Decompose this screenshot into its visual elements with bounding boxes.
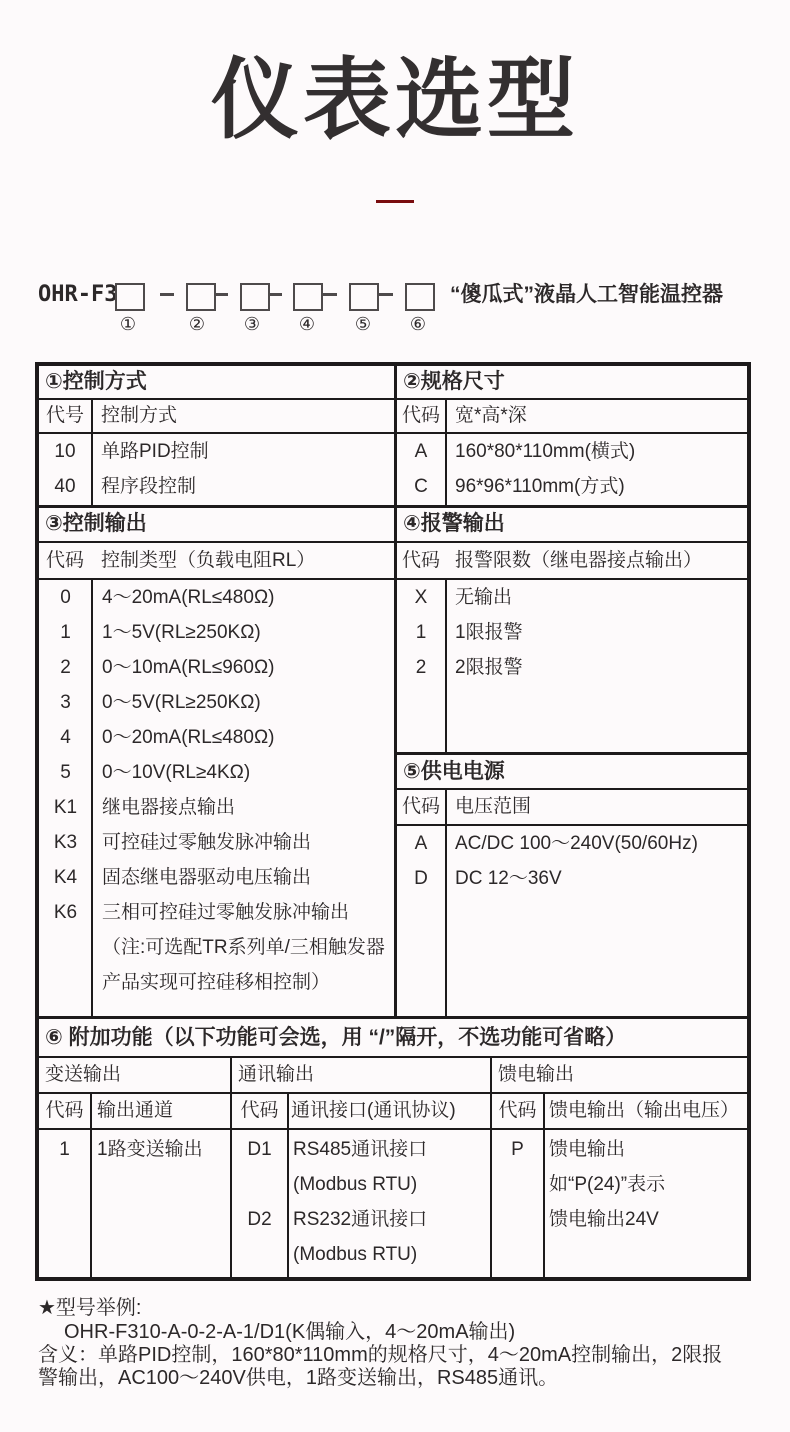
row-note: 产品实现可控硅移相控制） [102, 972, 331, 993]
section5-title: ⑤供电电源 [403, 760, 505, 783]
row-code: A [414, 441, 428, 462]
selection-table [35, 362, 751, 1281]
column-header-code: 代码 [498, 1100, 537, 1121]
column-header-label: 报警限数（继电器接点输出） [455, 550, 703, 571]
column-header-code: 代码 [401, 550, 440, 571]
row-code: A [414, 833, 428, 854]
row-code: 1 [60, 622, 71, 643]
row-label: 程序段控制 [101, 476, 197, 497]
model-code-box-3 [240, 283, 270, 311]
row-label: 0～10mA(RL≤960Ω) [102, 657, 275, 678]
row-label: 继电器接点输出 [102, 797, 236, 818]
row-label: 1路变送输出 [97, 1139, 203, 1160]
model-dash [160, 293, 174, 296]
example-heading: ★型号举例: [38, 1297, 142, 1319]
column-header-label: 宽*高*深 [455, 405, 527, 426]
model-code-box-6 [405, 283, 435, 311]
model-dash [323, 293, 337, 296]
row-code: 1 [59, 1139, 70, 1160]
grid-line [90, 1094, 92, 1277]
row-code: 3 [60, 692, 71, 713]
row-code: K3 [53, 832, 78, 853]
example-model: OHR-F310-A-0-2-A-1/D1(K偶输入，4～20mA输出) [64, 1321, 516, 1343]
position-number-1: ① [119, 314, 137, 334]
row-label: RS232通讯接口 [293, 1209, 428, 1230]
section3-title: ③控制输出 [45, 512, 147, 535]
row-code: K4 [53, 867, 78, 888]
row-note: （注:可选配TR系列单/三相触发器 [102, 937, 385, 958]
example-meaning-line1: 含义：单路PID控制，160*80*110mm的规格尺寸，4～20mA控制输出，2限报 [38, 1344, 723, 1366]
position-number-2: ② [188, 314, 206, 334]
row-label: 0～5V(RL≥250KΩ) [102, 692, 261, 713]
row-label: 馈电输出24V [549, 1209, 659, 1230]
row-label: 馈电输出 [549, 1139, 626, 1160]
row-code: C [414, 476, 428, 497]
column-header-label: 控制类型（负载电阻RL） [101, 550, 316, 571]
position-number-5: ⑤ [354, 314, 372, 334]
row-label: 0～10V(RL≥4KΩ) [102, 762, 251, 783]
row-label: 三相可控硅过零触发脉冲输出 [102, 902, 350, 923]
example-meaning-line2: 警输出，AC100～240V供电，1路变送输出，RS485通讯。 [38, 1367, 559, 1389]
row-code: D [414, 868, 428, 889]
group-title: 通讯输出 [238, 1064, 315, 1085]
row-code: 2 [415, 657, 427, 678]
row-label: 无输出 [455, 587, 513, 608]
column-header-code: 代码 [45, 1100, 84, 1121]
column-header-label: 控制方式 [101, 405, 178, 426]
model-code-box-5 [349, 283, 379, 311]
page-title: 仪表选型 [210, 50, 579, 149]
row-code: 5 [60, 762, 71, 783]
row-label: 1～5V(RL≥250KΩ) [102, 622, 261, 643]
row-code: 10 [54, 441, 76, 462]
model-description: “傻瓜式”液晶人工智能温控器 [450, 283, 723, 306]
row-code: 40 [54, 476, 76, 497]
grid-line [91, 400, 93, 505]
section1-title: ①控制方式 [45, 370, 147, 393]
grid-line [445, 400, 447, 505]
section4-title: ④报警输出 [403, 512, 505, 535]
row-label: 0～20mA(RL≤480Ω) [102, 727, 275, 748]
column-header-code: 代码 [45, 550, 84, 571]
column-header-code: 代号 [45, 405, 84, 426]
grid-line [230, 1058, 232, 1277]
row-code: D2 [247, 1209, 272, 1230]
grid-line [543, 1094, 545, 1277]
row-label: 固态继电器驱动电压输出 [102, 867, 312, 888]
column-header-code: 代码 [401, 405, 440, 426]
row-label: 4～20mA(RL≤480Ω) [102, 587, 275, 608]
row-code: P [511, 1139, 524, 1160]
row-label: DC 12～36V [455, 868, 562, 889]
row-label: RS485通讯接口 [293, 1139, 428, 1160]
grid-line [445, 580, 447, 752]
row-code: X [414, 587, 428, 608]
row-code: 2 [60, 657, 71, 678]
row-label: 可控硅过零触发脉冲输出 [102, 832, 312, 853]
grid-line [445, 790, 447, 1016]
model-dash [379, 293, 393, 296]
row-code: K6 [53, 902, 78, 923]
column-header-code: 代码 [401, 796, 440, 817]
section2-title: ②规格尺寸 [403, 370, 505, 393]
row-label: 160*80*110mm(横式) [455, 441, 636, 462]
group-title: 馈电输出 [498, 1064, 575, 1085]
grid-line [287, 1094, 289, 1277]
row-code: 4 [60, 727, 71, 748]
model-dash [268, 293, 282, 296]
column-header-label: 电压范围 [455, 796, 532, 817]
grid-line [397, 788, 747, 790]
row-label: 96*96*110mm(方式) [455, 476, 625, 497]
row-label: (Modbus RTU) [293, 1174, 418, 1195]
row-label: 2限报警 [455, 657, 523, 678]
row-code: 0 [60, 587, 71, 608]
row-label: AC/DC 100～240V(50/60Hz) [455, 833, 698, 854]
model-prefix: OHR-F3 [38, 282, 118, 307]
row-code: K1 [53, 797, 78, 818]
column-header-code: 代码 [240, 1100, 279, 1121]
column-header-label: 输出通道 [97, 1100, 174, 1121]
row-label: 1限报警 [455, 622, 523, 643]
row-label: (Modbus RTU) [293, 1244, 418, 1265]
position-number-4: ④ [298, 314, 316, 334]
position-number-6: ⑥ [409, 314, 427, 334]
model-code-box-2 [186, 283, 216, 311]
model-code-box-1 [115, 283, 145, 311]
row-label: 如“P(24)”表示 [549, 1174, 666, 1195]
position-number-3: ③ [243, 314, 261, 334]
row-code: 1 [415, 622, 427, 643]
group-title: 变送输出 [45, 1064, 122, 1085]
row-label: 单路PID控制 [101, 441, 209, 462]
column-header-label: 通讯接口(通讯协议) [291, 1100, 456, 1121]
model-code-box-4 [293, 283, 323, 311]
section6-title: ⑥ 附加功能（以下功能可会选，用 “/”隔开，不选功能可省略） [45, 1026, 627, 1049]
row-code: D1 [247, 1139, 272, 1160]
model-dash [214, 293, 228, 296]
grid-line [39, 1128, 747, 1130]
grid-line [39, 1056, 747, 1058]
title-accent-line [376, 200, 414, 203]
column-header-label: 馈电输出（输出电压） [549, 1100, 740, 1121]
grid-line [490, 1058, 492, 1277]
